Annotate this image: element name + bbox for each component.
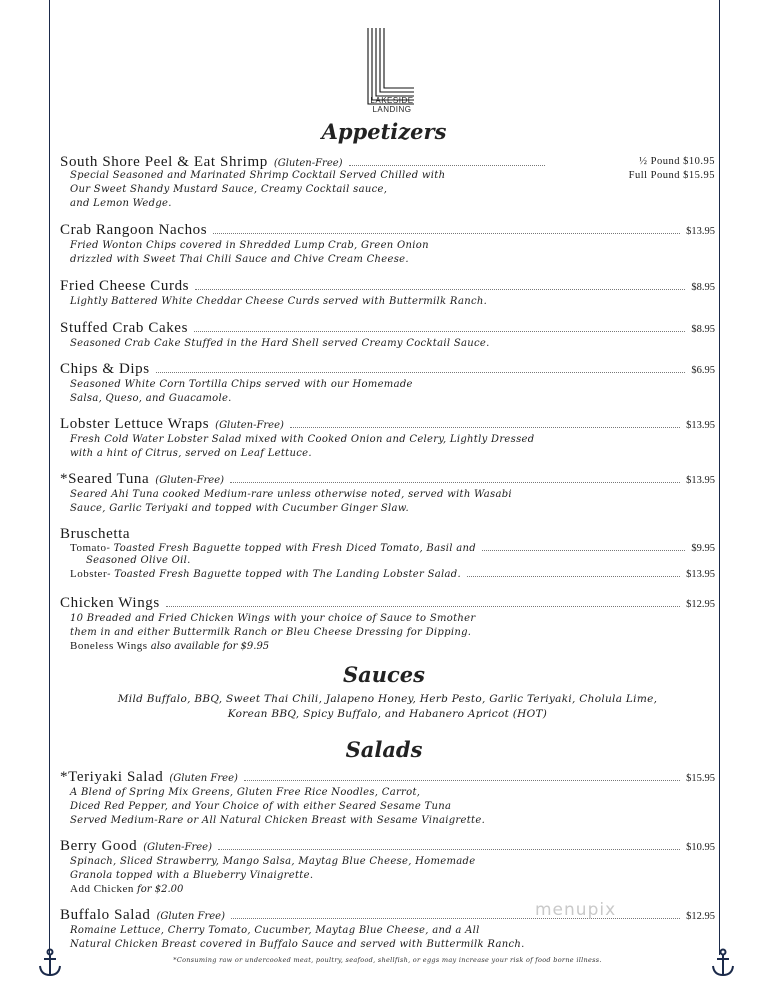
menu-item-bruschetta xyxy=(60,526,715,580)
item-desc: Our Sweet Shandy Mustard Sauce, Creamy Cocktail sauce, xyxy=(70,184,388,195)
item-price: Full Pound $15.95 xyxy=(628,170,715,181)
item-desc: them in and either Buttermilk Ranch or Bleu Cheese Dressing for Dipping. xyxy=(70,627,472,638)
menu-item-seared-tuna xyxy=(60,471,715,516)
item-desc: Seared Ahi Tuna cooked Medium-rare unless otherwise noted, served with Wasabi xyxy=(70,489,512,500)
item-tag: (Gluten Free) xyxy=(156,911,225,922)
item-name: Crab Rangoon Nachos xyxy=(60,222,208,238)
leader-dots xyxy=(156,372,686,373)
item-name: South Shore Peel & Eat Shrimp xyxy=(60,154,268,170)
item-name: Lobster Lettuce Wraps xyxy=(60,416,210,432)
boneless-wings-label: Boneless Wings xyxy=(70,640,148,652)
salads-heading: Salads xyxy=(345,737,423,762)
anchor-icon xyxy=(37,948,63,978)
item-price: ½ Pound $10.95 xyxy=(639,156,715,167)
anchor-icon xyxy=(710,948,736,978)
item-name: Stuffed Crab Cakes xyxy=(60,320,189,336)
item-price: $8.95 xyxy=(691,324,715,335)
bruschetta-tomato-label: Tomato xyxy=(70,542,107,554)
logo-text: LAKESIDE LANDING xyxy=(370,96,414,114)
leader-dots xyxy=(166,606,680,607)
leader-dots xyxy=(195,289,685,290)
menu-item-shrimp xyxy=(60,154,715,211)
bruschetta-lobster-desc: - Toasted Fresh Baguette topped with The Landing Lobster Salad. xyxy=(107,569,461,580)
sauces-line: Korean BBQ, Spicy Buffalo, and Habanero Apricot (HOT) xyxy=(227,708,548,720)
menu-item-lobster-wraps xyxy=(60,416,715,461)
add-chicken-label: Add Chicken xyxy=(70,883,134,895)
item-desc: drizzled with Sweet Thai Chili Sauce and Chive Cream Cheese. xyxy=(70,254,409,265)
item-price: $8.95 xyxy=(691,282,715,293)
item-price: $15.95 xyxy=(686,773,715,784)
food-safety-disclaimer: *Consuming raw or undercooked meat, poultry, seafood, shellfish, or eggs may increase your risk of food borne illness. xyxy=(173,956,602,964)
item-desc: 10 Breaded and Fried Chicken Wings with your choice of Sauce to Smother xyxy=(70,613,476,624)
item-desc: with a hint of Citrus, served on Leaf Lettuce. xyxy=(70,448,312,459)
item-desc: Seasoned Olive Oil. xyxy=(86,555,191,566)
item-price: $10.95 xyxy=(686,842,715,853)
item-price: $12.95 xyxy=(686,599,715,610)
item-name: Berry Good xyxy=(60,838,138,854)
item-price: $13.95 xyxy=(686,569,715,580)
item-tag: (Gluten-Free) xyxy=(143,842,212,853)
leader-dots xyxy=(482,550,685,551)
add-chicken-text: for $2.00 xyxy=(133,884,184,895)
item-name: *Teriyaki Salad xyxy=(60,769,164,785)
leader-dots xyxy=(244,780,680,781)
menu-item-cheese-curds xyxy=(60,278,715,309)
item-desc: Natural Chicken Breast covered in Buffalo Sauce and served with Buttermilk Ranch. xyxy=(70,939,525,950)
item-tag: (Gluten-Free) xyxy=(155,475,225,486)
leader-dots xyxy=(349,165,545,166)
menu-item-teriyaki-salad xyxy=(60,769,715,828)
menu-item-berry-good xyxy=(60,838,715,895)
item-desc: A Blend of Spring Mix Greens, Gluten Free Rice Noodles, Carrot, xyxy=(70,787,421,798)
item-name: Fried Cheese Curds xyxy=(60,278,190,294)
item-name: *Seared Tuna xyxy=(60,471,150,487)
item-desc: Seasoned Crab Cake Stuffed in the Hard Shell served Creamy Cocktail Sauce. xyxy=(70,338,490,349)
item-price: $13.95 xyxy=(686,226,715,237)
item-desc: Spinach, Sliced Strawberry, Mango Salsa, Maytag Blue Cheese, Homemade xyxy=(70,856,476,867)
bruschetta-tomato-desc: - Toasted Fresh Baguette topped with Fresh Diced Tomato, Basil and xyxy=(106,543,476,554)
item-desc: Romaine Lettuce, Cherry Tomato, Cucumber, Maytag Blue Cheese, and a All xyxy=(70,925,480,936)
item-price: $13.95 xyxy=(686,420,715,431)
leader-dots xyxy=(213,233,680,234)
leader-dots xyxy=(467,576,680,577)
item-price: $13.95 xyxy=(686,475,715,486)
boneless-wings-text: also available for $9.95 xyxy=(147,641,270,652)
item-name: Chips & Dips xyxy=(60,361,150,377)
item-desc: Granola topped with a Blueberry Vinaigrette. xyxy=(70,870,314,881)
item-tag: (Gluten-Free) xyxy=(273,158,343,169)
sauces-heading: Sauces xyxy=(342,662,425,687)
menu-item-chicken-wings xyxy=(60,595,715,652)
item-tag: (Gluten Free) xyxy=(169,773,238,784)
item-name: Chicken Wings xyxy=(60,595,160,611)
item-name: Buffalo Salad xyxy=(60,907,151,923)
bruschetta-lobster-label: Lobster xyxy=(70,568,108,580)
item-desc: Served Medium-Rare or All Natural Chicken Breast with Sesame Vinaigrette. xyxy=(70,815,486,826)
item-desc: Diced Red Pepper, and Your Choice of with either Seared Sesame Tuna xyxy=(70,801,452,812)
item-desc: Salsa, Queso, and Guacamole. xyxy=(70,393,232,404)
menu-item-crab-cakes xyxy=(60,320,715,351)
sauces-line: Mild Buffalo, BBQ, Sweet Thai Chili, Jalapeno Honey, Herb Pesto, Garlic Teriyaki, Cholula Lime, xyxy=(117,693,658,705)
item-desc: Fresh Cold Water Lobster Salad mixed with Cooked Onion and Celery, Lightly Dressed xyxy=(70,434,535,445)
item-desc: Fried Wonton Chips covered in Shredded Lump Crab, Green Onion xyxy=(70,240,429,251)
item-desc: Seasoned White Corn Tortilla Chips served with our Homemade xyxy=(70,379,413,390)
item-desc: Lightly Battered White Cheddar Cheese Curds served with Buttermilk Ranch. xyxy=(70,296,488,307)
item-desc: Special Seasoned and Marinated Shrimp Cocktail Served Chilled with xyxy=(70,170,446,181)
item-desc: Sauce, Garlic Teriyaki and topped with Cucumber Ginger Slaw. xyxy=(70,503,409,514)
appetizers-heading: Appetizers xyxy=(321,119,447,144)
item-tag: (Gluten-Free) xyxy=(215,420,284,431)
item-price: $12.95 xyxy=(686,911,715,922)
sauces-list xyxy=(60,692,715,722)
item-price: $9.95 xyxy=(691,543,715,554)
item-name: Bruschetta xyxy=(60,526,131,542)
menupix-watermark: menupix xyxy=(535,900,617,920)
menu-item-buffalo-salad xyxy=(60,907,715,952)
menu-item-chips-dips xyxy=(60,361,715,406)
item-price: $6.95 xyxy=(691,365,715,376)
leader-dots xyxy=(194,331,685,332)
leader-dots xyxy=(218,849,680,850)
leader-dots xyxy=(230,482,680,483)
item-desc: and Lemon Wedge. xyxy=(70,198,172,209)
leader-dots xyxy=(290,427,680,428)
menu-item-nachos xyxy=(60,222,715,267)
